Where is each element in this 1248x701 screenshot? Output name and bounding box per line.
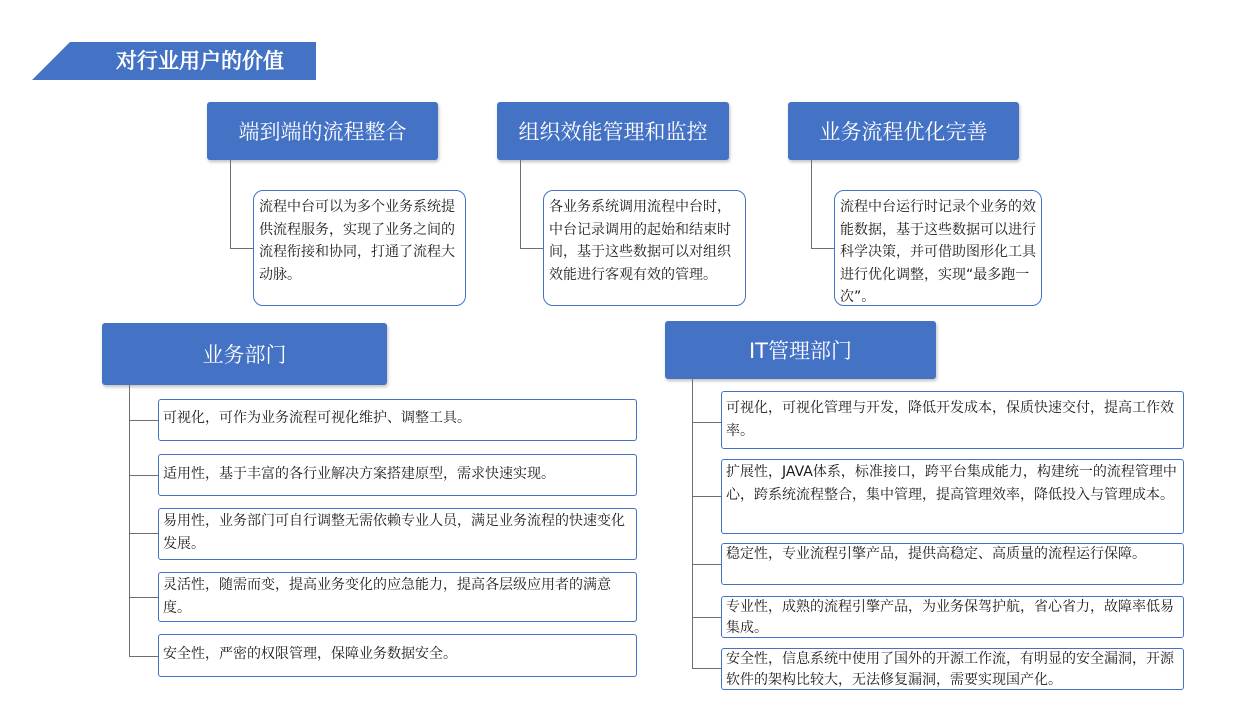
- section-description-end-to-end: 流程中台可以为多个业务系统提供流程服务，实现了业务之间的流程衔接和协同，打通了流程大动脉。: [253, 190, 466, 306]
- it-dept-item: 专业性，成熟的流程引擎产品，为业务保驾护航，省心省力，故障率低易集成。: [721, 596, 1184, 638]
- connector-line: [692, 564, 722, 565]
- business-dept-item: 安全性，严密的权限管理，保障业务数据安全。: [158, 634, 637, 677]
- business-dept-item: 易用性，业务部门可自行调整无需依赖专业人员，满足业务流程的快速变化发展。: [158, 508, 637, 560]
- business-dept-item: 灵活性，随需而变，提高业务变化的应急能力，提高各层级应用者的满意度。: [158, 572, 637, 622]
- connector-line: [129, 420, 159, 421]
- section-heading-end-to-end: 端到端的流程整合: [207, 102, 438, 160]
- connector-line: [520, 160, 521, 248]
- connector-line: [129, 475, 159, 476]
- connector-line: [692, 422, 722, 423]
- it-dept-item: 可视化，可视化管理与开发，降低开发成本，保质快速交付，提高工作效率。: [721, 391, 1184, 449]
- connector-line: [811, 248, 835, 249]
- it-dept-heading: IT管理部门: [665, 321, 936, 379]
- section-heading-optimization: 业务流程优化完善: [788, 102, 1019, 160]
- section-heading-efficiency: 组织效能管理和监控: [497, 102, 729, 160]
- connector-line: [230, 160, 231, 248]
- connector-line: [692, 617, 722, 618]
- connector-line: [129, 597, 159, 598]
- business-dept-trunk-line: [129, 385, 130, 657]
- page-title: 对行业用户的价值: [116, 49, 284, 73]
- it-dept-item: 扩展性，JAVA体系，标准接口，跨平台集成能力，构建统一的流程管理中心，跨系统流程整合，集中管理，提高管理效率，降低投入与管理成本。: [721, 459, 1184, 534]
- connector-line: [230, 248, 254, 249]
- business-dept-item: 可视化，可作为业务流程可视化维护、调整工具。: [158, 399, 637, 441]
- connector-line: [520, 248, 544, 249]
- connector-line: [129, 533, 159, 534]
- it-dept-item: 安全性，信息系统中使用了国外的开源工作流，有明显的安全漏洞，开源软件的架构比较大，无法修复漏洞，需要实现国产化。: [721, 648, 1184, 690]
- connector-line: [692, 496, 722, 497]
- it-dept-item: 稳定性，专业流程引擎产品，提供高稳定、高质量的流程运行保障。: [721, 543, 1184, 585]
- business-dept-heading: 业务部门: [102, 323, 387, 385]
- connector-line: [811, 160, 812, 248]
- connector-line: [129, 656, 159, 657]
- section-description-efficiency: 各业务系统调用流程中台时，中台记录调用的起始和结束时间，基于这些数据可以对组织效能进行客观有效的管理。: [543, 190, 746, 306]
- business-dept-item: 适用性，基于丰富的各行业解决方案搭建原型，需求快速实现。: [158, 454, 637, 496]
- section-description-optimization: 流程中台运行时记录个业务的效能数据，基于这些数据可以进行科学决策，并可借助图形化工具进行优化调整，实现“最多跑一次”。: [834, 190, 1042, 306]
- connector-line: [692, 668, 722, 669]
